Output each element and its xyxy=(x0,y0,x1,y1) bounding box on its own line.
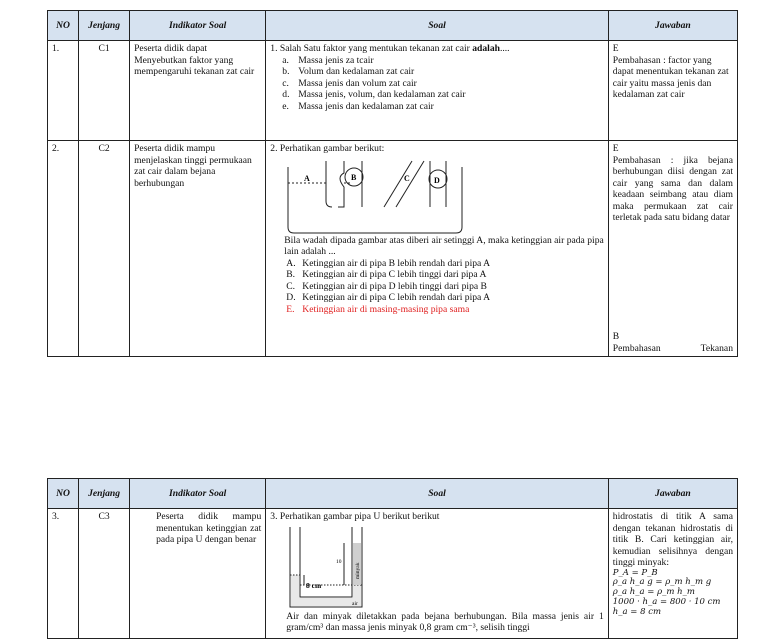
header-no: NO xyxy=(48,479,79,509)
list-item: C. Ketinggian air di pipa D lebih tinggi dari pipa B xyxy=(286,280,487,292)
header-jawaban: Jawaban xyxy=(608,11,737,41)
list-item: A. Ketinggian air di pipa B lebih rendah dari pipa A xyxy=(286,257,491,269)
table-row xyxy=(48,41,738,141)
q3-no: 3. xyxy=(48,509,79,639)
q1-answer-text: Pembahasan : factor yang dapat menentukan tekanan zat cair yaitu massa jenis dan kedalaman zat cair xyxy=(612,54,729,100)
header-soal: Soal xyxy=(266,11,608,41)
label-height: 8 cm xyxy=(306,580,322,590)
label-c: C xyxy=(404,173,411,183)
header-jawaban: Jawaban xyxy=(608,479,737,509)
equation-line: P_A = P_B xyxy=(612,567,658,578)
q1-options xyxy=(280,55,603,113)
table-header-row xyxy=(48,11,738,41)
list-item: d. Massa jenis, volum, dan kedalaman zat cair xyxy=(282,89,466,100)
q2-answer-text: Pembahasan : jika bejana berhubungan diisi dengan zat cair yang sama dan dalam keadaan seimbang atau diam maka permukaan zat cair terletak pada satu bidang datar xyxy=(612,154,733,223)
table-row xyxy=(48,141,738,357)
table-header-row xyxy=(48,479,738,509)
label-oil: minyak xyxy=(355,562,362,579)
label-water: air xyxy=(352,600,359,607)
q3-indikator: Peserta didik mampu menentukan ketinggian zat pada pipa U dengan benar xyxy=(130,509,266,639)
q1-jenjang: C1 xyxy=(79,41,130,141)
q3-answer-text: hidrostatis di titik A sama dengan tekanan hidrostatis di titik B. Cari ketinggian air, kemudian selisihnya dengan tinggi minyak: xyxy=(612,511,733,568)
q3-soal xyxy=(266,509,608,639)
label-d: D xyxy=(434,175,441,185)
label-ten: 10 xyxy=(336,558,342,565)
q2-no: 2. xyxy=(48,141,79,357)
next-answer-text: Pembahasan Tekanan xyxy=(612,342,733,354)
list-item: e. Massa jenis dan kedalaman zat cair xyxy=(282,100,434,112)
label-a: A xyxy=(304,173,311,183)
q2-options xyxy=(284,258,603,316)
header-jenjang: Jenjang xyxy=(79,479,130,509)
q3-jenjang: C3 xyxy=(79,509,130,639)
q1-jawaban xyxy=(608,41,737,141)
correct-option: E. Ketinggian air di masing-masing pipa sama xyxy=(286,303,470,315)
equation-line: ρ_a h_a = ρ_m h_m xyxy=(612,587,695,598)
q2-jawaban xyxy=(608,141,737,357)
header-no: NO xyxy=(48,11,79,41)
equation-line: h_a = 8 cm xyxy=(612,606,662,617)
q2-soal xyxy=(266,141,608,357)
u-tube-figure xyxy=(286,523,376,611)
q1-indikator: Peserta didik dapat Menyebutkan faktor yang mempengaruhi tekanan zat cair xyxy=(130,41,266,141)
q1-answer-letter: E xyxy=(612,43,619,54)
next-answer-letter: B xyxy=(612,331,620,342)
q3-stem: Air dan minyak diletakkan pada bejana berhubungan. Bila massa jenis air 1 gram/cm³ dan massa jenis minyak 0,8 gram cm⁻³, selisih tinggi xyxy=(286,610,604,633)
list-item: a. Massa jenis za tcair xyxy=(282,54,374,66)
equation-line: ρ_a h_a g = ρ_m h_m g xyxy=(612,577,712,588)
header-indikator: Indikator Soal xyxy=(130,11,266,41)
label-b: B xyxy=(351,172,357,182)
q3-jawaban xyxy=(608,509,737,639)
list-item: b. Volum dan kedalaman zat cair xyxy=(282,66,415,77)
q2-stem: Bila wadah dipada gambar atas diberi air setinggi A, maka ketinggian air pada pipa lain adalah ... xyxy=(284,234,604,257)
question-table-1 xyxy=(47,10,738,357)
q1-no: 1. xyxy=(48,41,79,141)
q1-question: 1. Salah Satu faktor yang mentukan tekanan zat cair adalah.... xyxy=(270,43,510,54)
question-table-2 xyxy=(47,478,738,639)
q2-jenjang: C2 xyxy=(79,141,130,357)
q2-question: 2. Perhatikan gambar berikut: xyxy=(270,143,385,154)
header-soal: Soal xyxy=(266,479,608,509)
header-indikator: Indikator Soal xyxy=(130,479,266,509)
equation-line: 1000 · h_a = 800 · 10 cm xyxy=(612,596,721,607)
header-jenjang: Jenjang xyxy=(79,11,130,41)
table-row xyxy=(48,509,738,639)
q2-indikator: Peserta didik mampu menjelaskan tinggi permukaan zat cair dalam bejana berhubungan xyxy=(130,141,266,357)
list-item: c. Massa jenis dan volum zat cair xyxy=(282,77,417,89)
q1-soal xyxy=(266,41,608,141)
q3-question: 3. Perhatikan gambar pipa U berikut berikut xyxy=(270,511,440,522)
communicating-vessels-figure xyxy=(284,155,464,235)
q2-answer-letter: E xyxy=(612,143,619,154)
list-item: B. Ketinggian air di pipa C lebih tinggi dari pipa A xyxy=(286,269,487,280)
list-item: D. Ketinggian air di pipa C lebih rendah dari pipa A xyxy=(286,292,491,303)
